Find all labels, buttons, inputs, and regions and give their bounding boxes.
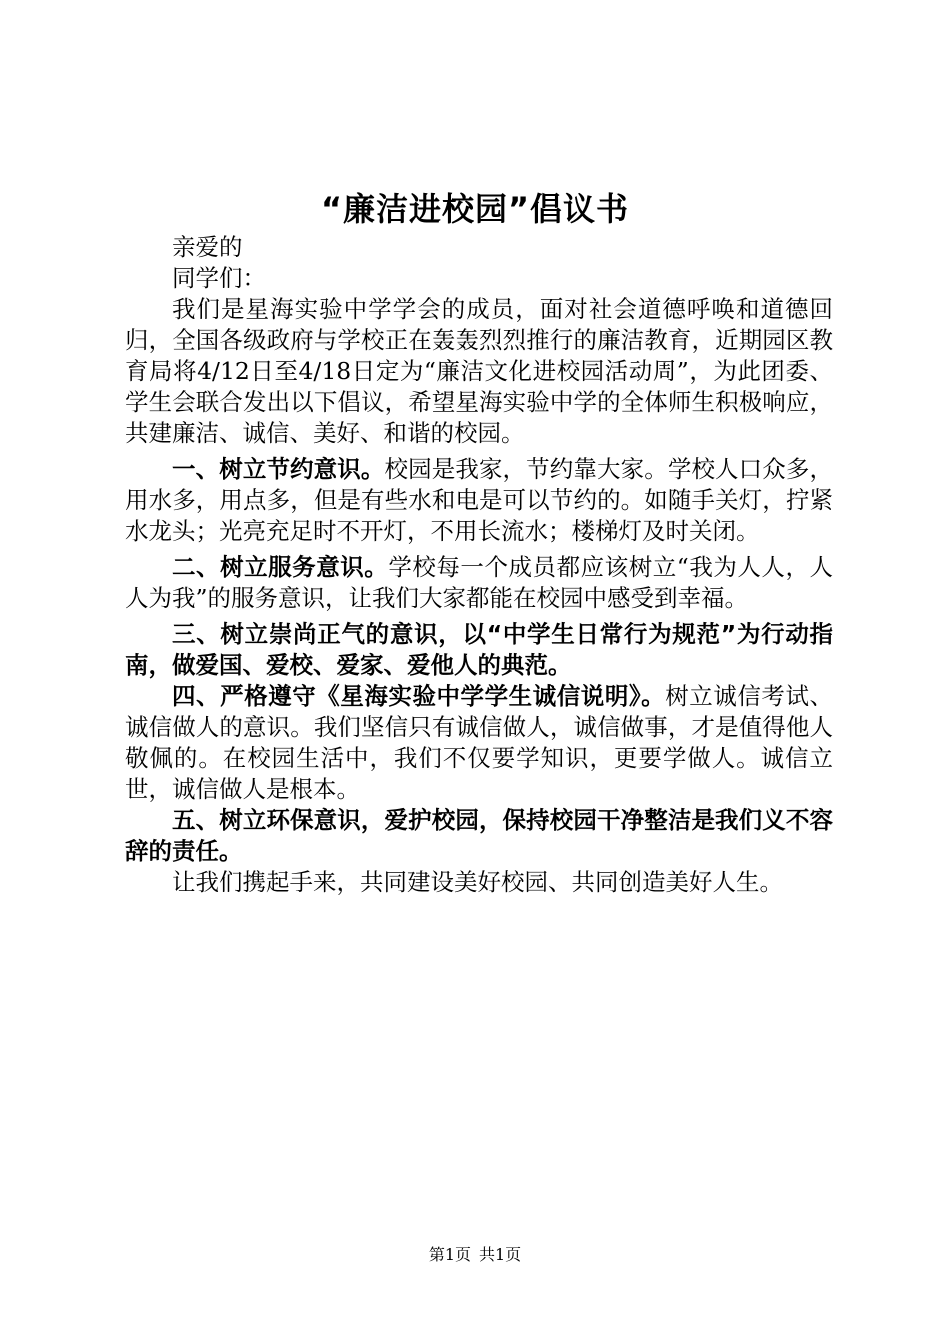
section-1-text: 校园是我家，节约靠大家。学校人口众多，用水多，用点多，但是有些水和电是可以节约的。如随手关灯，拧紧水龙头；光亮充足时不开灯，不用长流水；楼梯灯及时关闭。 [125,455,833,545]
salutation-line-1: 亲爱的 [172,233,243,261]
section-4-heading: 四、严格遵守《星海实验中学学生诚信说明》。 [172,682,666,710]
section-4 [125,681,833,805]
salutation-line-2: 同学们： [172,264,266,292]
page-footer [0,1244,950,1266]
section-2-text: 学校每一个成员都应该树立“我为人人，人人为我”的服务意识，让我们大家都能在校园中感受到幸福。 [125,553,833,612]
closing-paragraph: 让我们携起手来，共同建设美好校园、共同创造美好人生。 [172,868,783,896]
document-body [125,232,833,898]
section-1 [125,454,833,547]
section-4-text: 树立诚信考试、诚信做人的意识。我们坚信只有诚信做人，诚信做事，才是值得他人敬佩的。在校园生活中，我们不仅要学知识，更要学做人。诚信立世，诚信做人是根本。 [125,682,834,803]
section-1-heading: 一、树立节约意识。 [172,455,385,483]
section-2 [125,552,833,614]
section-3-heading: 三、树立崇尚正气的意识，以“中学生日常行为规范”为行动指南，做爱国、爱校、爱家、爱他人的典范。 [125,620,833,679]
page-number: 第1页 [428,1245,471,1264]
section-3 [125,619,833,681]
section-2-heading: 二、树立服务意识。 [172,553,389,581]
section-5 [125,805,833,867]
section-5-heading: 五、树立环保意识，爱护校园，保持校园干净整洁是我们义不容辞的责任。 [125,806,833,865]
page-total: 共1页 [479,1245,522,1264]
intro-paragraph: 我们是星海实验中学学会的成员，面对社会道德呼唤和道德回归，全国各级政府与学校正在轰轰烈烈推行的廉洁教育，近期园区教育局将4/12日至4/18日定为“廉洁文化进校园活动周”，为此团委、学生会联合发出以下倡议，希望星海实验中学的全体师生积极响应，共建廉洁、诚信、美好、和谐的校园。 [125,295,833,447]
document-title: “廉洁进校园”倡议书 [320,190,630,228]
